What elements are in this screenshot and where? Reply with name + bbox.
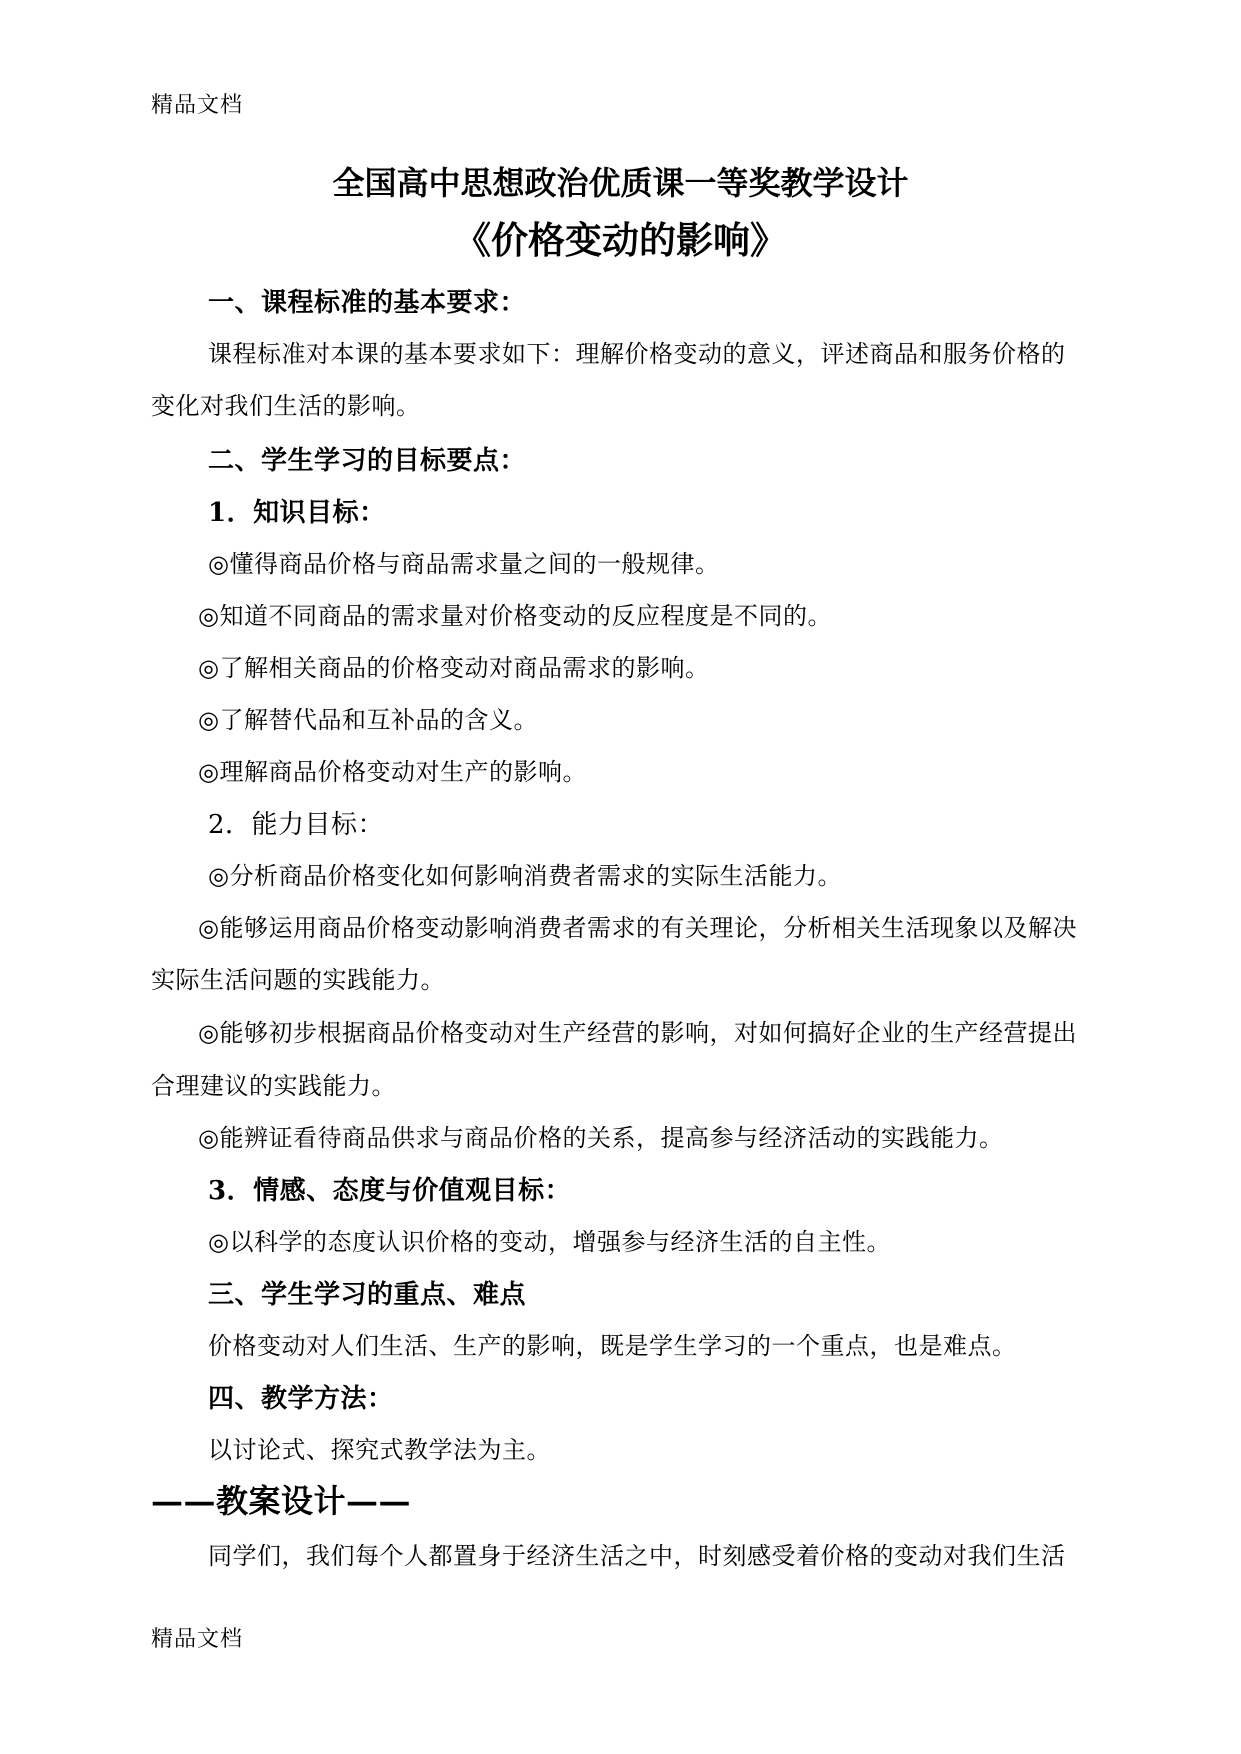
knowledge-goal-heading: 1．知识目标： [208,498,386,528]
section-1-heading: 一、课程标准的基本要求： [208,288,527,318]
ability-goal-item-continued: 合理建议的实践能力。 [151,1072,396,1100]
knowledge-goal-item: ◎了解相关商品的价格变动对商品需求的影响。 [198,654,710,682]
page-header: 精品文档 [151,93,244,118]
page-footer: 精品文档 [151,1627,244,1652]
ability-goal-item: ◎分析商品价格变化如何影响消费者需求的实际生活能力。 [208,862,842,890]
document-title: 全国高中思想政治优质课一等奖教学设计 [332,164,909,202]
section-1-paragraph-line-1: 课程标准对本课的基本要求如下：理解价格变动的意义，评述商品和服务价格的 [208,340,1066,368]
knowledge-goal-item: ◎懂得商品价格与商品需求量之间的一般规律。 [208,550,720,578]
ability-goal-item: ◎能辨证看待商品供求与商品价格的关系，提高参与经济活动的实践能力。 [198,1124,1004,1152]
ability-goal-item: ◎能够初步根据商品价格变动对生产经营的影响，对如何搞好企业的生产经营提出 [198,1019,1077,1047]
lesson-design-heading: ——教案设计—— [151,1482,412,1520]
ability-goal-heading: 2．能力目标： [208,810,385,840]
section-2-heading: 二、学生学习的目标要点： [208,446,527,476]
knowledge-goal-item: ◎了解替代品和互补品的含义。 [198,706,538,734]
lesson-title: 《价格变动的影响》 [454,218,787,262]
section-3-paragraph: 价格变动对人们生活、生产的影响，既是学生学习的一个重点，也是难点。 [208,1332,1017,1360]
section-4-heading: 四、教学方法： [208,1384,394,1414]
section-1-paragraph-line-2: 变化对我们生活的影响。 [151,392,421,420]
emotion-goal-heading: 3．情感、态度与价值观目标： [208,1176,572,1206]
ability-goal-item-continued: 实际生活问题的实践能力。 [151,966,445,994]
knowledge-goal-item: ◎理解商品价格变动对生产的影响。 [198,758,587,786]
ability-goal-item: ◎能够运用商品价格变动影响消费者需求的有关理论，分析相关生活现象以及解决 [198,914,1077,942]
intro-paragraph-line: 同学们，我们每个人都置身于经济生活之中，时刻感受着价格的变动对我们生活 [208,1542,1066,1570]
emotion-goal-item: ◎以科学的态度认识价格的变动，增强参与经济生活的自主性。 [208,1228,891,1256]
knowledge-goal-item: ◎知道不同商品的需求量对价格变动的反应程度是不同的。 [198,602,832,630]
section-4-paragraph: 以讨论式、探究式教学法为主。 [208,1436,551,1464]
section-3-heading: 三、学生学习的重点、难点 [208,1280,527,1310]
